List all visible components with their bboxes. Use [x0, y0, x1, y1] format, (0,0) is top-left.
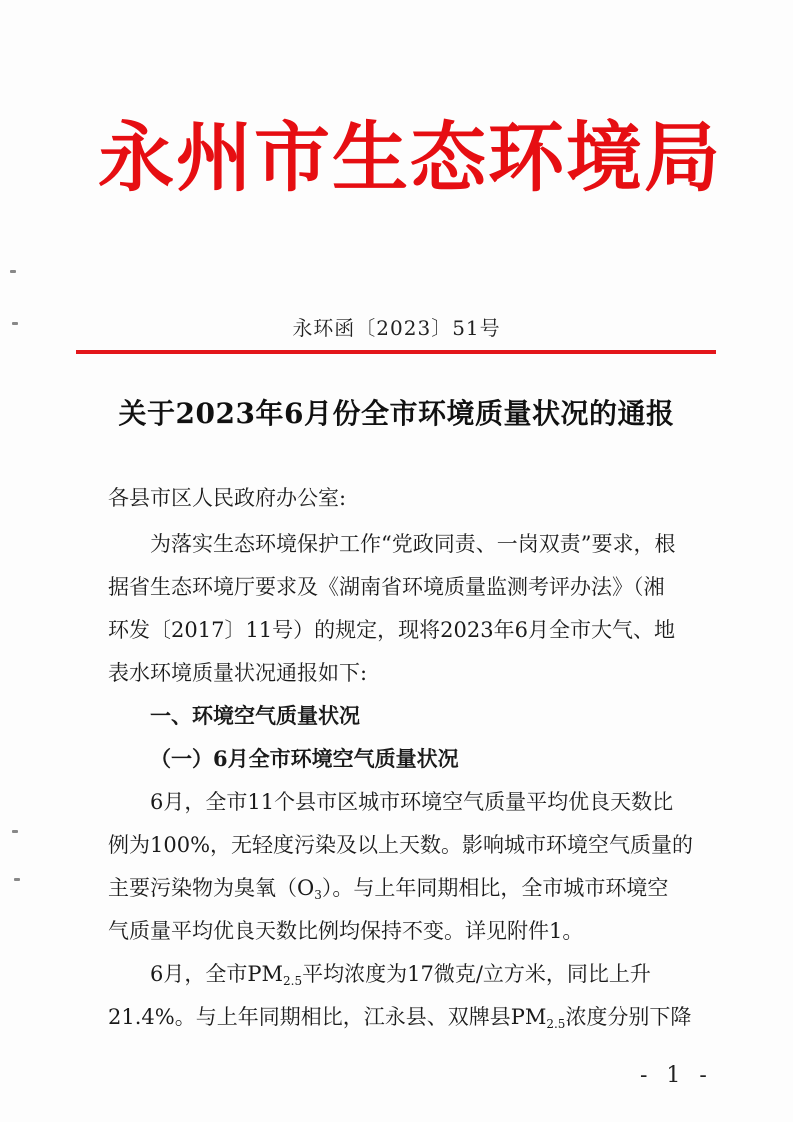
- agency-header: 永州市生态环境局: [98, 113, 722, 202]
- paragraph-2-line-2: [108, 1001, 691, 1031]
- section-heading-air-quality: 一、环境空气质量状况: [150, 703, 360, 728]
- paragraph-2-line-2-part-a: 21.4%。与上年同期相比，江永县、双牌县PM: [108, 1005, 547, 1029]
- ozone-subscript: 3: [314, 888, 322, 902]
- red-divider-line: [76, 350, 716, 354]
- paragraph-2-line-2-part-b: 浓度分别下降: [565, 1005, 692, 1029]
- salutation: 各县市区人民政府办公室:: [108, 486, 347, 510]
- intro-line-4: 表水环境质量状况通报如下:: [108, 661, 368, 685]
- pm25-subscript: 2.5: [546, 1017, 566, 1031]
- scan-margin-mark: [12, 830, 18, 833]
- scan-margin-mark: [12, 322, 18, 325]
- document-title: 关于2023年6月份全市环境质量状况的通报: [118, 397, 675, 430]
- intro-line-1: 为落实生态环境保护工作“党政同责、一岗双责”要求，根: [150, 532, 676, 556]
- subsection-heading-june-air-quality: （一）6月全市环境空气质量状况: [150, 746, 459, 771]
- page-number: - 1 -: [640, 1063, 713, 1088]
- pm25-subscript: 2.5: [283, 974, 303, 988]
- document-number: 永环函〔2023〕51号: [292, 316, 501, 340]
- paragraph-2-line-1: [150, 958, 651, 988]
- paragraph-1-line-3-part-a: 主要污染物为臭氧（O: [108, 876, 315, 900]
- paragraph-1-line-3-part-b: ）。与上年同期相比，全市城市环境空: [321, 876, 669, 900]
- intro-line-3: 环发〔2017〕11号）的规定，现将2023年6月全市大气、地: [108, 618, 675, 642]
- paragraph-1-line-3: [108, 872, 668, 902]
- paragraph-1-line-2: 例为100%，无轻度污染及以上天数。影响城市环境空气质量的: [108, 833, 694, 857]
- paragraph-2-line-1-part-a: 6月，全市PM: [150, 962, 283, 986]
- intro-line-2: 据省生态环境厅要求及《湖南省环境质量监测考评办法》（湘: [108, 575, 665, 599]
- paragraph-2-line-1-part-b: 平均浓度为17微克/立方米，同比上升: [302, 962, 651, 986]
- paragraph-1-line-1: 6月，全市11个县市区城市环境空气质量平均优良天数比: [150, 790, 674, 814]
- paragraph-1-line-4: 气质量平均优良天数比例均保持不变。详见附件1。: [108, 919, 584, 943]
- scan-margin-mark: [10, 270, 16, 273]
- scan-margin-mark: [14, 878, 20, 881]
